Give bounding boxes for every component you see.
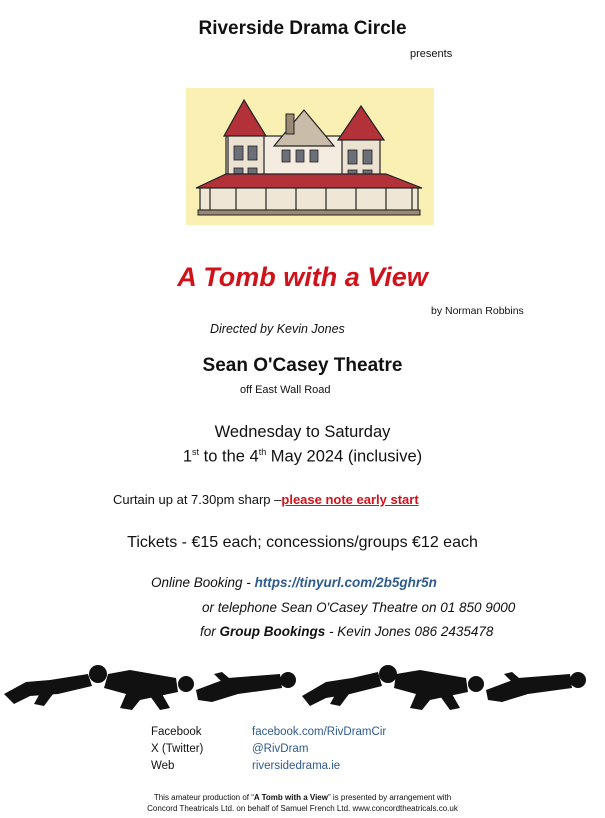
licensing-text-a: This amateur production of “ — [153, 793, 254, 802]
play-title: A Tomb with a View — [177, 262, 428, 292]
house-illustration — [186, 88, 434, 225]
social-link-facebook[interactable]: facebook.com/RivDramCir — [252, 726, 387, 738]
venue-name: Sean O'Casey Theatre — [202, 355, 403, 376]
fallen-bodies-silhouettes — [0, 656, 605, 716]
dates-start-day: 1 — [182, 447, 193, 466]
body-silhouette-4 — [302, 665, 397, 706]
phone-booking-line: or telephone Sean O'Casey Theatre on 01 850 9000 — [202, 600, 516, 615]
play-director: Directed by Kevin Jones — [210, 322, 345, 336]
curtain-text: Curtain up at 7.30pm sharp – — [113, 492, 282, 507]
social-label-twitter: X (Twitter) — [151, 743, 204, 755]
group-booking-prefix: for — [200, 624, 220, 639]
body-silhouette-6 — [486, 672, 586, 702]
dates-line-1: Wednesday to Saturday — [214, 423, 391, 441]
licensing-line-1 — [0, 792, 605, 803]
body-silhouette-2 — [104, 670, 194, 710]
dates-tail: May 2024 (inclusive) — [266, 447, 423, 466]
licensing-notice — [0, 792, 605, 814]
curtain-line — [113, 492, 419, 507]
licensing-line-2: Concord Theatricals Ltd. on behalf of Samuel French Ltd. www.concordtheatricals.co.uk — [147, 804, 458, 813]
body-silhouette-5 — [394, 670, 484, 710]
group-booking-line — [200, 624, 493, 639]
group-booking-bold: Group Bookings — [219, 624, 326, 639]
dates-mid: to the 4 — [199, 447, 259, 466]
social-link-twitter[interactable]: @RivDram — [252, 743, 309, 755]
group-booking-contact: - Kevin Jones 086 2435478 — [325, 624, 494, 639]
body-silhouette-1 — [4, 665, 107, 706]
organisation-name: Riverside Drama Circle — [198, 18, 407, 39]
ticket-prices: Tickets - €15 each; concessions/groups €12 each — [127, 534, 478, 551]
online-booking-link[interactable]: https://tinyurl.com/2b5ghr5n — [254, 575, 437, 590]
dates-start-suffix: st — [192, 447, 200, 457]
social-label-facebook: Facebook — [151, 726, 202, 738]
play-author: by Norman Robbins — [431, 305, 524, 317]
online-booking-label: Online Booking - — [151, 575, 255, 590]
dates-line-2 — [0, 447, 605, 467]
dates-end-suffix: th — [258, 447, 267, 457]
social-label-web: Web — [151, 760, 175, 772]
early-start-note: please note early start — [281, 492, 419, 507]
licensing-text-c: ” is presented by arrangement with — [327, 793, 452, 802]
venue-location: off East Wall Road — [240, 384, 331, 396]
presents-label: presents — [410, 48, 453, 60]
social-link-web[interactable]: riversidedrama.ie — [252, 760, 341, 772]
online-booking-line — [151, 575, 437, 590]
body-silhouette-3 — [196, 672, 296, 702]
licensing-play-title: A Tomb with a View — [253, 793, 328, 802]
